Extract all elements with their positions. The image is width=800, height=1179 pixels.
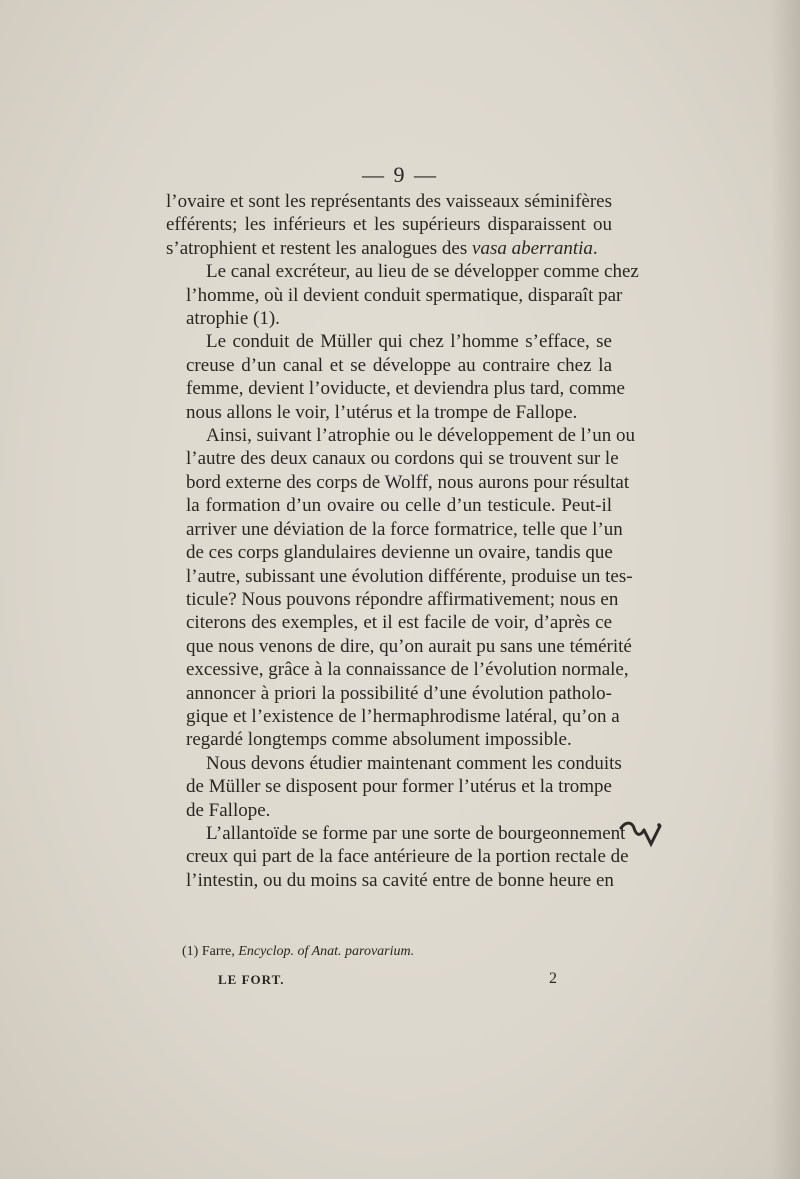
paragraph xyxy=(166,260,639,330)
paragraph xyxy=(166,822,629,892)
handwritten-margin-mark xyxy=(618,818,666,848)
signature-number: 2 xyxy=(549,970,557,987)
text-line: L’allantoïde se forme par une sorte de bourgeonnement xyxy=(206,822,626,844)
footnote-text: (1) Farre, xyxy=(182,944,239,959)
text-line: bord externe des corps de Wolff, nous aurons pour résultat xyxy=(186,471,630,493)
text-line: Le conduit de Müller qui chez l’homme s’efface, se xyxy=(206,331,612,353)
text-line: arriver une déviation de la force formatrice, telle que l’un xyxy=(186,518,623,540)
text-line: de ces corps glandulaires devienne un ovaire, tandis que xyxy=(186,542,613,564)
footnote xyxy=(182,944,414,960)
text-line: creuse d’un canal et se développe au contraire chez la xyxy=(186,354,612,376)
paragraph xyxy=(166,752,622,822)
paragraph xyxy=(166,330,625,424)
text-line: gique et l’existence de l’hermaphrodisme latéral, qu’on a xyxy=(186,705,620,727)
text-line: ticule? Nous pouvons répondre affirmativement; nous en xyxy=(186,588,619,610)
text-line: l’autre, subissant une évolution différente, produise un tes- xyxy=(186,565,633,587)
text-line: de Fallope. xyxy=(186,799,271,821)
footnote-citation: Encyclop. of Anat. parovarium. xyxy=(238,944,415,959)
italic-phrase: vasa aberrantia xyxy=(472,237,593,259)
text-line: Le canal excréteur, au lieu de se développer comme chez xyxy=(206,261,639,283)
text-line: efférents; les inférieurs et les supérieurs disparaissent ou xyxy=(166,214,612,236)
paragraph xyxy=(166,424,635,752)
text-line: l’homme, où il devient conduit spermatique, disparaît par xyxy=(186,284,623,306)
body-text xyxy=(166,190,639,892)
text-line: nous allons le voir, l’utérus et la trompe de Fallope. xyxy=(186,401,578,423)
text-line: l’autre des deux canaux ou cordons qui se trouvent sur le xyxy=(186,448,619,470)
text-line: excessive, grâce à la connaissance de l’évolution normale, xyxy=(186,659,629,681)
text-line: l’ovaire et sont les représentants des vaisseaux séminifères xyxy=(166,191,612,212)
text-line: l’intestin, ou du moins sa cavité entre de bonne heure en xyxy=(186,869,614,891)
text-line: femme, devient l’oviducte, et deviendra plus tard, comme xyxy=(186,378,625,400)
text-line: atrophie (1). xyxy=(186,308,280,330)
signature-mark: LE FORT. xyxy=(218,972,285,987)
text-line: regardé longtemps comme absolument impossible. xyxy=(186,729,572,751)
text-line: s’atrophient et restent les analogues des vasa aberrantia. xyxy=(166,237,598,259)
text-line: citerons des exemples, et il est facile de voir, d’après ce xyxy=(186,612,612,634)
text-line: la formation d’un ovaire ou celle d’un testicule. Peut-il xyxy=(186,495,612,517)
text-line: que nous venons de dire, qu’on aurait pu sans une témérité xyxy=(186,635,632,657)
text-line: Nous devons étudier maintenant comment les conduits xyxy=(206,752,622,774)
text-line: annoncer à priori la possibilité d’une évolution patholo- xyxy=(186,682,612,704)
text-line: Ainsi, suivant l’atrophie ou le développement de l’un ou xyxy=(206,425,635,447)
page-number: — 9 — xyxy=(362,162,438,187)
paragraph xyxy=(166,190,612,260)
text-line: creux qui part de la face antérieure de la portion rectale de xyxy=(186,846,629,868)
text-line: de Müller se disposent pour former l’utérus et la trompe xyxy=(186,776,612,798)
